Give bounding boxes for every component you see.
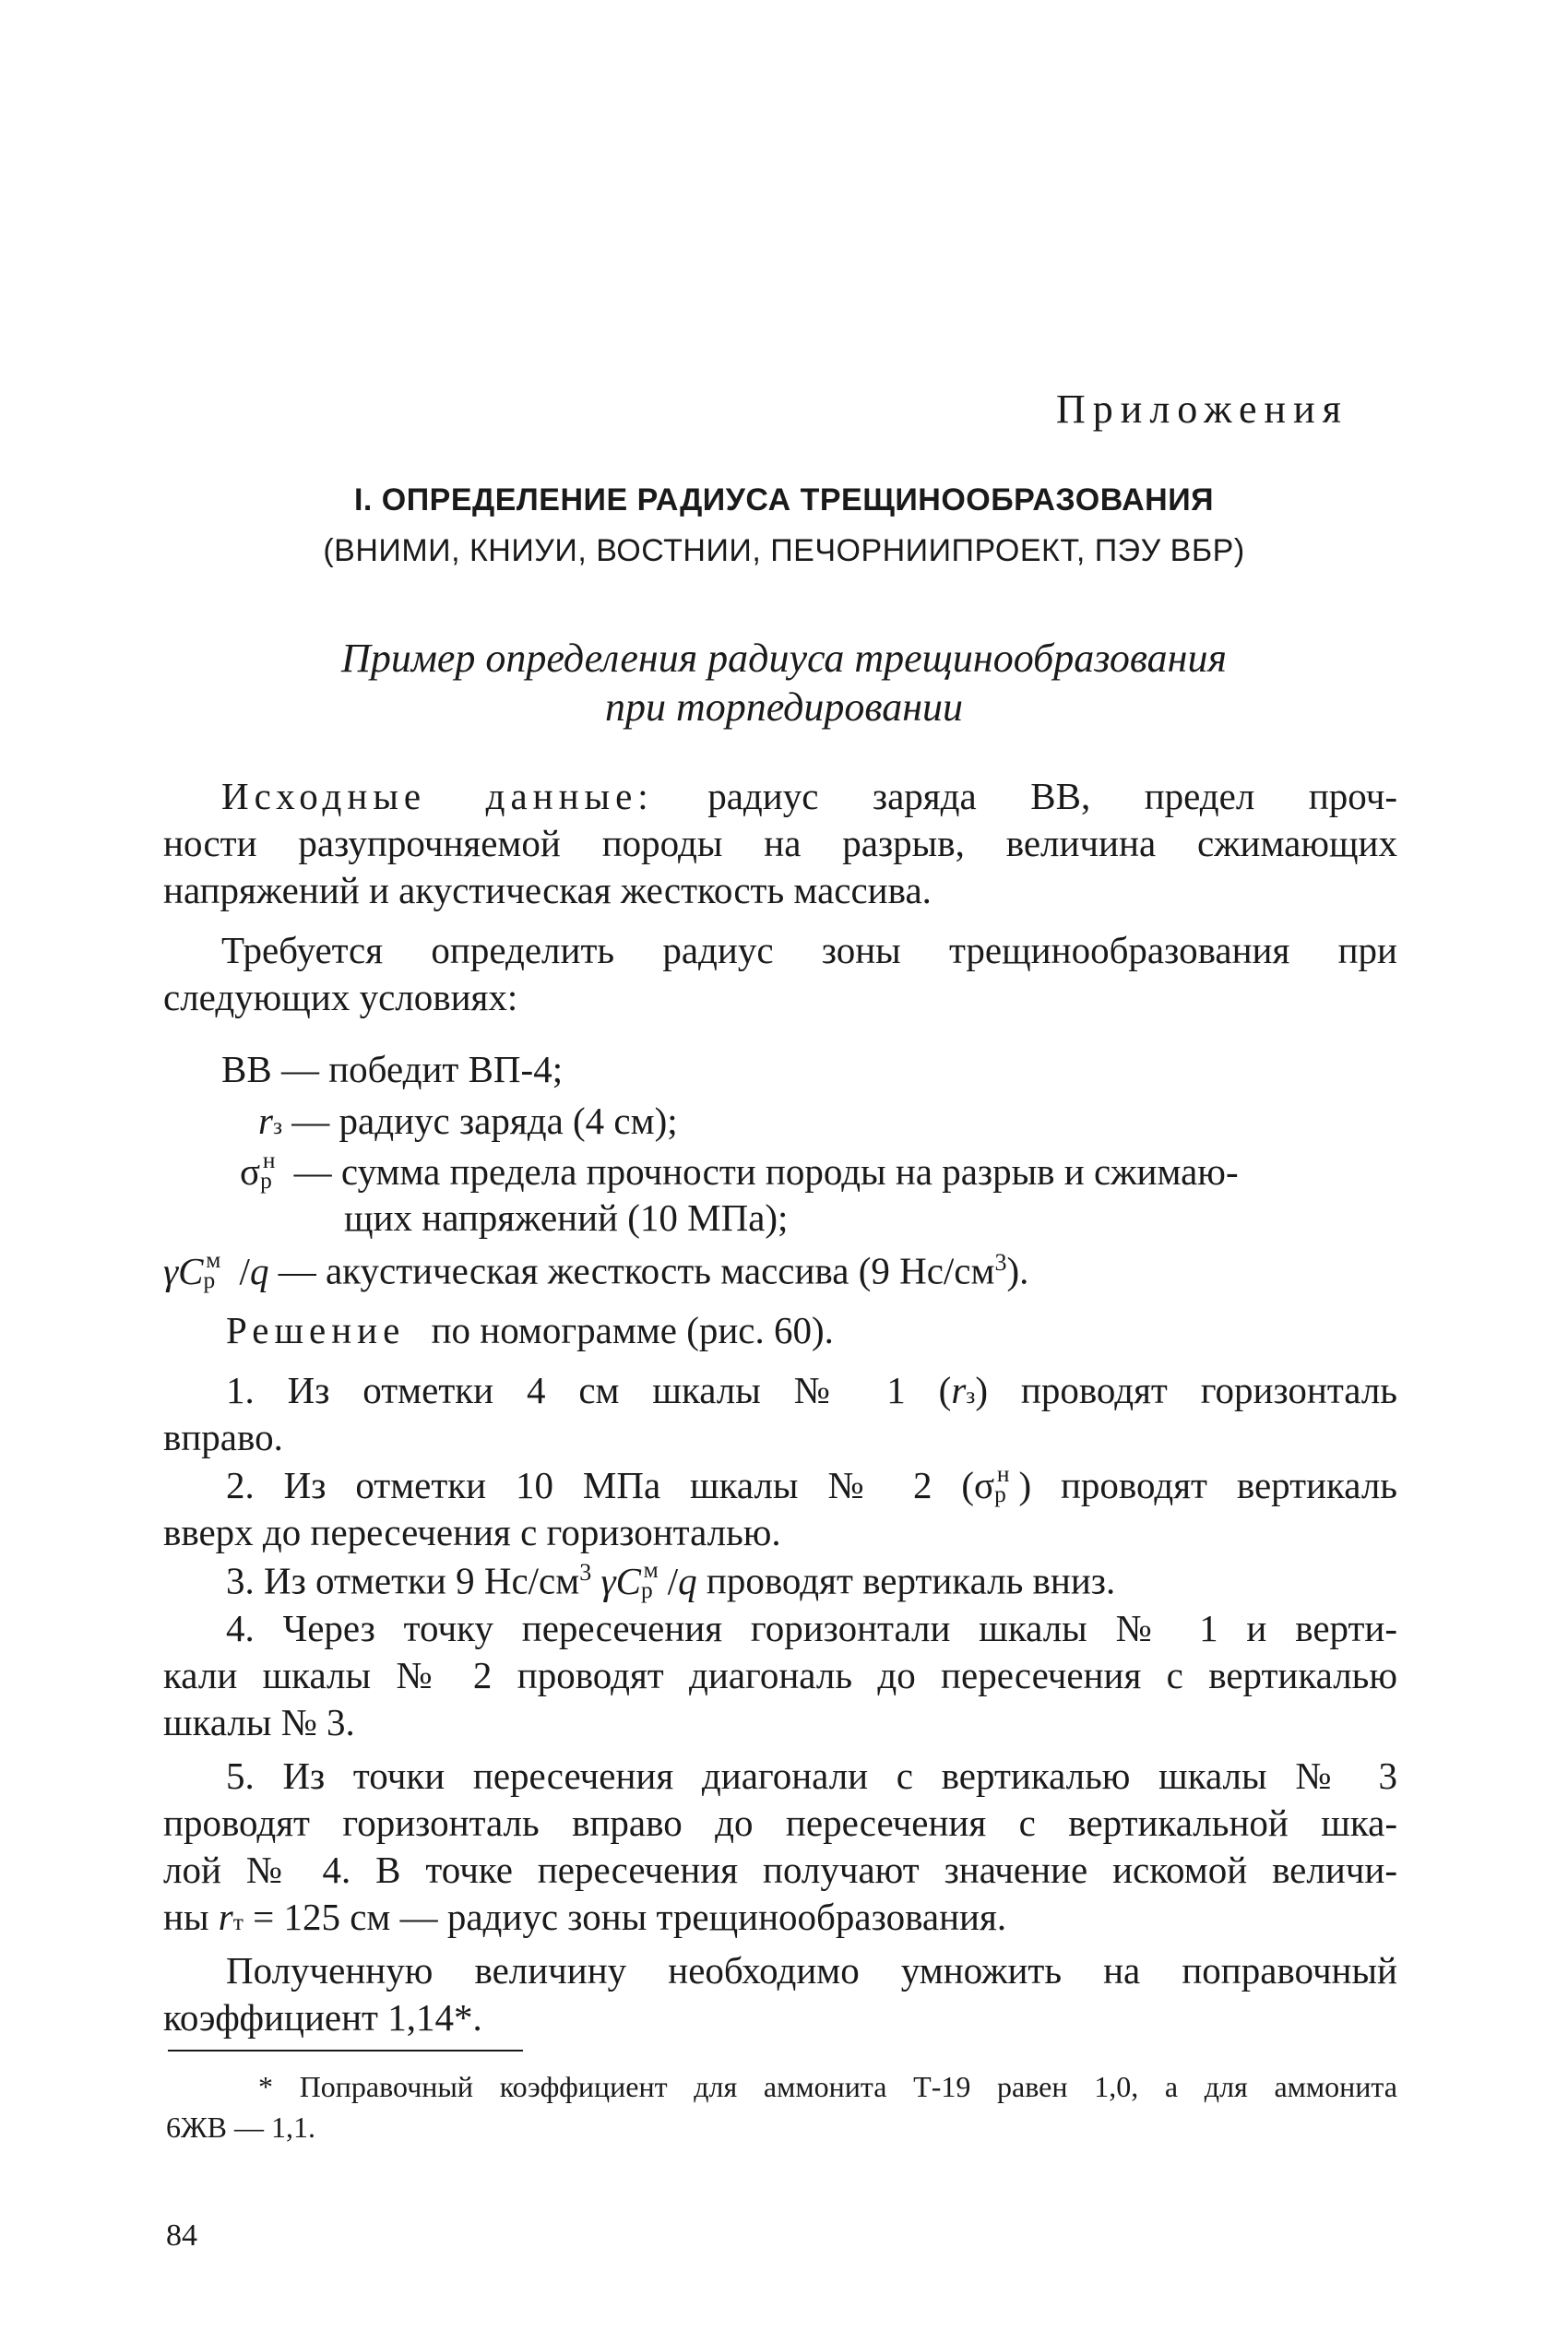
- step5-line2: проводят горизонталь вправо до пересечения с вертикальной шка-: [163, 1802, 1397, 1844]
- condition-impedance-end: ).: [1006, 1249, 1029, 1292]
- step3-text-a: 3. Из отметки 9 Нс/см: [226, 1559, 580, 1602]
- page-number: 84: [166, 2218, 197, 2253]
- conclusion-line1: Полученную величину необходимо умножить на поправочный: [226, 1949, 1397, 1992]
- condition-stress-sum-text2: щих напряжений (10 МПа);: [344, 1196, 789, 1239]
- initial-data-text: радиус заряда ВВ, предел проч-: [707, 775, 1397, 817]
- step1-text-b: ) проводят горизонталь: [975, 1369, 1397, 1411]
- symbol-impedance-2: γCр$^м$ /q: [600, 1556, 697, 1603]
- initial-data-line3: напряжений и акустическая жесткость массива.: [163, 869, 932, 911]
- step2-line2: вверх до пересечения с горизонталью.: [163, 1511, 781, 1553]
- running-head: Приложения: [1056, 387, 1348, 432]
- condition-stress-sum: [240, 1148, 1239, 1194]
- condition-stress-sum-text1: — сумма предела прочности породы на разрыв и сжимаю-: [293, 1150, 1239, 1193]
- symbol-sigma-2: $\sigma р^н$: [974, 1461, 1010, 1507]
- solution-line: [226, 1309, 834, 1351]
- conclusion-line2: коэффициент 1,14*.: [163, 1996, 482, 2039]
- step5-line3: лой № 4. В точке пересечения получают значение искомой величи-: [163, 1849, 1397, 1891]
- footnote-line1: * Поправочный коэффициент для аммонита Т-19 равен 1,0, а для аммонита: [258, 2070, 1397, 2103]
- requirement-line1: Требуется определить радиус зоны трещинообразования при: [221, 929, 1397, 971]
- condition-charge-radius: [258, 1102, 678, 1140]
- section-organizations: (ВНИМИ, КНИУИ, ВОСТНИИ, ПЕЧОРНИИПРОЕКТ, ПЭУ ВБР): [323, 533, 1245, 568]
- step5-text-b: = 125 см — радиус зоны трещинообразования.: [253, 1896, 1007, 1938]
- condition-explosive: ВВ — победит ВП-4;: [221, 1048, 564, 1090]
- symbol-r-t: rт: [218, 1896, 244, 1938]
- step4-line1: 4. Через точку пересечения горизонтали шкалы № 1 и верти-: [226, 1607, 1397, 1649]
- section-title: I. ОПРЕДЕЛЕНИЕ РАДИУСА ТРЕЩИНООБРАЗОВАНИЯ: [353, 482, 1215, 517]
- step4-line2: кали шкалы № 2 проводят диагональ до пересечения с вертикалью: [163, 1654, 1397, 1696]
- condition-impedance-text: — акустическая жесткость массива (9 Нс/см: [278, 1249, 995, 1292]
- step4-line3: шкалы № 3.: [163, 1701, 355, 1743]
- step3-text-b: проводят вертикаль вниз.: [706, 1559, 1116, 1602]
- step5-line4: [163, 1898, 1006, 1936]
- step1-line1: [226, 1369, 1397, 1411]
- symbol-impedance: γCр$^м$ /q: [163, 1246, 269, 1293]
- footnote-line2: 6ЖВ — 1,1.: [166, 2111, 316, 2144]
- step1-text-a: 1. Из отметки 4 см шкалы № 1 (: [226, 1369, 952, 1411]
- footnote-divider: [168, 2050, 523, 2052]
- initial-data-line2: ности разупрочняемой породы на разрыв, величина сжимающих: [163, 822, 1397, 864]
- step2-line1: [226, 1461, 1397, 1507]
- symbol-sigma: $\sigma р^н$: [240, 1148, 276, 1194]
- initial-data-line1: [221, 775, 1397, 817]
- symbol-r-charge-2: rз: [951, 1369, 976, 1411]
- step2-text-a: 2. Из отметки 10 МПа шкалы № 2 (: [226, 1464, 975, 1506]
- step1-line2: вправо.: [163, 1416, 283, 1458]
- solution-text: по номограмме (рис. 60).: [431, 1309, 834, 1351]
- requirement-line2: следующих условиях:: [163, 976, 518, 1018]
- example-subtitle-line2: при торпедировании: [604, 684, 964, 730]
- initial-data-label: Исходные данные:: [221, 775, 654, 817]
- condition-charge-radius-text: — радиус заряда (4 см);: [291, 1100, 678, 1142]
- step5-text-a: ны: [163, 1896, 209, 1938]
- step2-text-b: ) проводят вертикаль: [1018, 1464, 1397, 1506]
- solution-label: Решение: [226, 1309, 406, 1351]
- condition-impedance: γCр$^м$ /q — акустическая жесткость массива (9 $Нс/см^3$).: [163, 1246, 1029, 1293]
- example-subtitle-line1: Пример определения радиуса трещинообразования: [341, 636, 1227, 681]
- symbol-r-charge: rз: [258, 1100, 283, 1142]
- step5-line1: 5. Из точки пересечения диагонали с вертикалью шкалы № 3: [226, 1754, 1397, 1797]
- step3-line: 3. Из отметки 9 $Нс/см^3$ γCр$^м$ /q проводят вертикаль вниз.: [226, 1556, 1116, 1603]
